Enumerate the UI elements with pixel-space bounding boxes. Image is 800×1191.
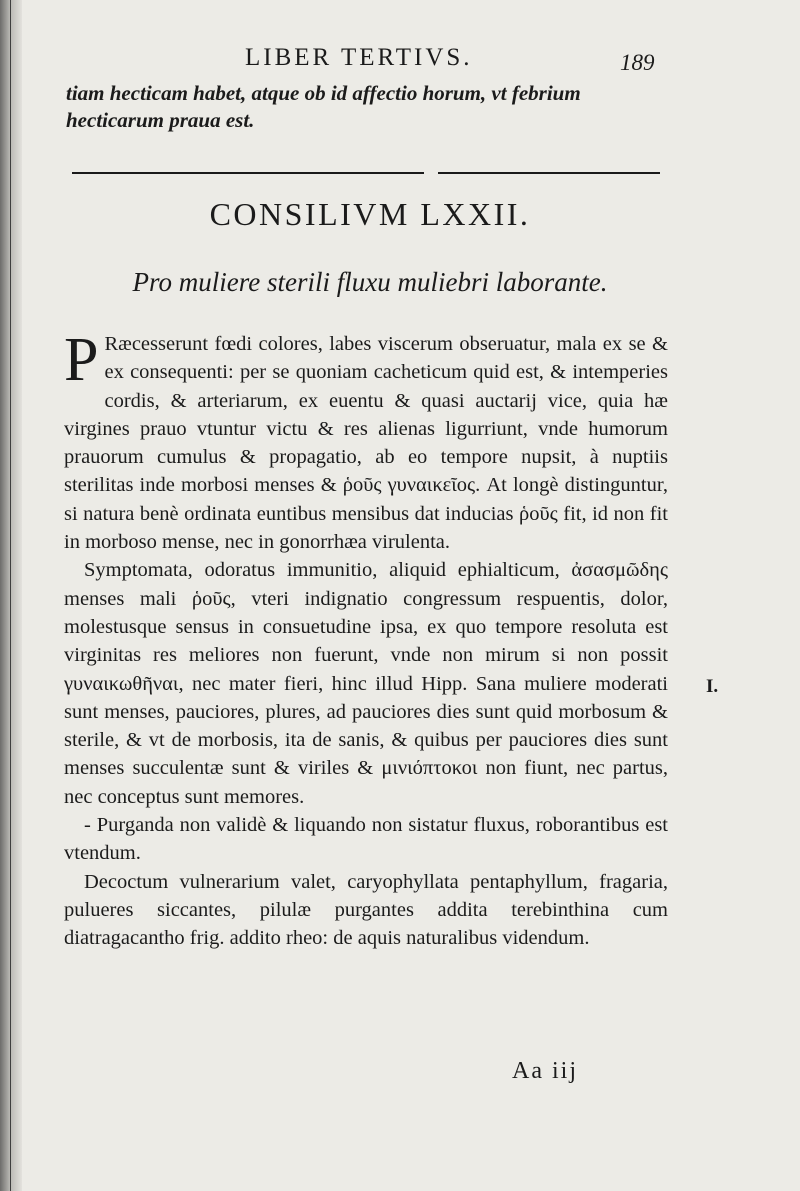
- section-rule-right: [438, 172, 660, 174]
- paragraph-4: [64, 868, 668, 953]
- section-subtitle: Pro muliere sterili fluxu muliebri laborante.: [132, 267, 608, 297]
- page-gutter-edge: [10, 0, 11, 1191]
- paragraph-text: - Purganda non validè & liquando non sistatur fluxus, roborantibus est vtendum.: [64, 814, 668, 865]
- paragraph-1: [64, 326, 668, 556]
- paragraph-text: Symptomata, odoratus immunitio, aliquid ephialticum, ἀσασμῶδης menses mali ῥοῦς, vteri indignatio congressum respuentis, dolor, molestusque sensus in consuetudine ipsa, ex quo tempore resoluta est virginitas res meliores non fuerunt, vnde non mirum si non possit γυναικωθῆναι, nec mater fieri, hinc illud Hipp. Sana muliere moderati sunt menses, pauciores, plures, ad pauciores dies sunt quid morbosum & sterile, & vt de morbosis, ita de sanis, & quibus per pauciores dies sunt menses succulentæ sunt & viriles & μινιόπτοκοι non fiunt, nec partus, nec conceptus sunt memores.: [64, 559, 668, 808]
- paragraph-3: [64, 811, 668, 868]
- body-text: [64, 326, 668, 953]
- page-gutter-shadow: [0, 0, 22, 1191]
- drop-cap: P: [64, 326, 99, 394]
- running-title: LIBER TERTIVS.: [245, 44, 473, 71]
- paragraph-text: Ræcesserunt fœdi colores, labes viscerum obseruatur, mala ex se & ex consequenti: per se quoniam cacheticum quid est, & intemperies cordis, & arteriarum, ex euentu & quasi auctarij vice, quia hæ virgines prauo vtuntur victu & res alienas ligurriunt, vnde humorum prauorum cumulus & propagatio, ab eo tempore nupsit, à nuptiis sterilitas inde morbosi menses & ῥοῦς γυναικεῖος. At longè distinguntur, si natura benè ordinata euntibus mensibus dat inducias ῥοῦς fit, id non fit in morboso mense, nec in gonorrhæa virulenta.: [64, 333, 668, 554]
- paragraph-2: [64, 556, 668, 811]
- carry-over-text: tiam hecticam habet, atque ob id affectio horum, vt febrium hecticarum praua est.: [66, 81, 581, 132]
- paragraph-text: Decoctum vulnerarium valet, caryophyllata pentaphyllum, fragaria, pulueres siccantes, pilulæ purgantes addita terebinthina cum diatragacantho frig. addito rheo: de aquis naturalibus videndum.: [64, 870, 668, 950]
- page-number: 189: [620, 50, 655, 75]
- section-title: CONSILIVM LXXII.: [209, 196, 531, 232]
- section-rule-left: [72, 172, 424, 174]
- margin-note: I.: [706, 676, 719, 697]
- signature-mark: Aa iij: [512, 1058, 578, 1084]
